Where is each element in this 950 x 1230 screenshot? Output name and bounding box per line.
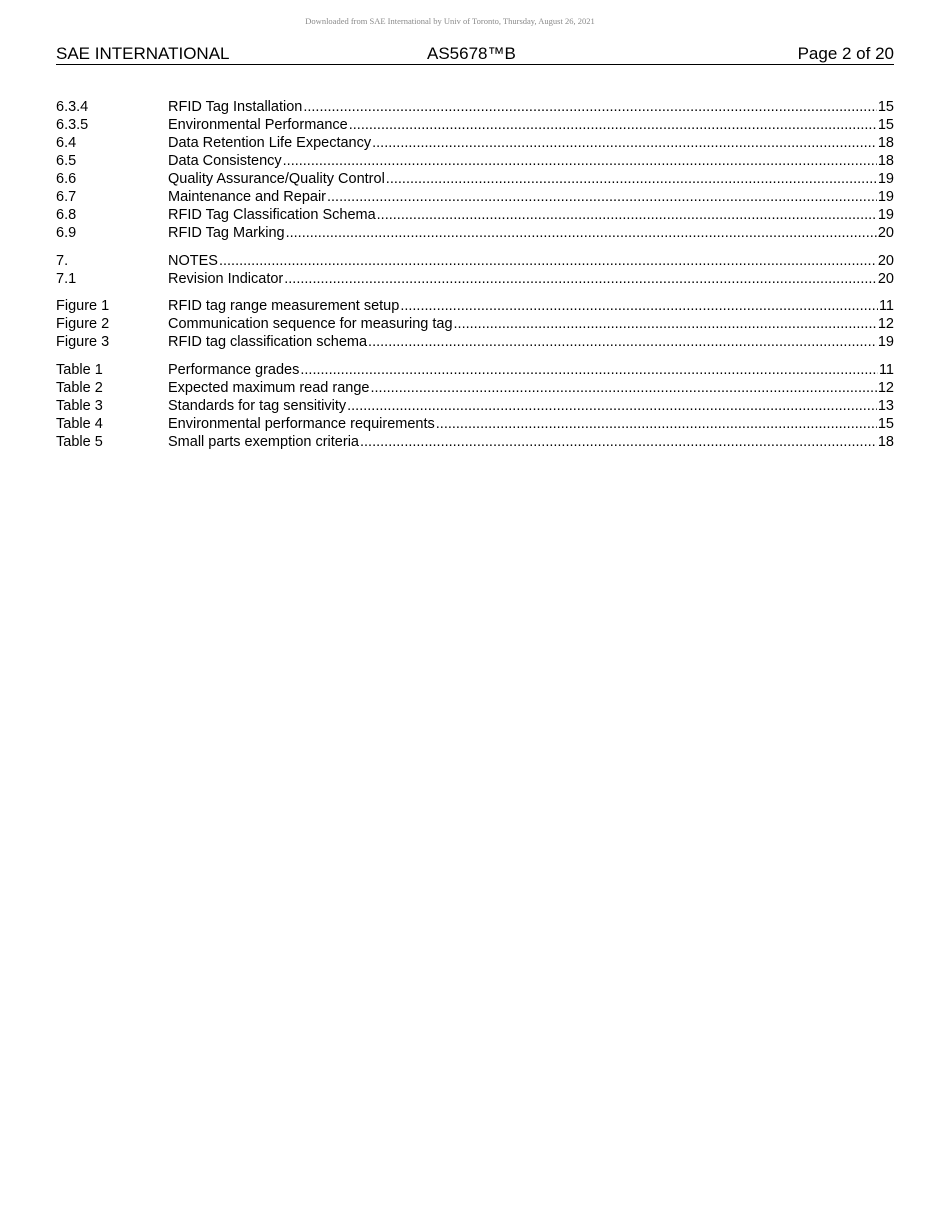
toc-entry[interactable] <box>56 415 894 433</box>
toc-entry-page: 20 <box>877 225 894 241</box>
toc-entry[interactable] <box>56 98 894 116</box>
toc-entry-title: RFID Tag Classification Schema <box>168 207 376 223</box>
toc-entry[interactable] <box>56 397 894 415</box>
toc-entry-title: Data Retention Life Expectancy <box>168 135 372 151</box>
toc-entry-page: 11 <box>878 298 894 314</box>
dot-leader <box>347 397 877 415</box>
toc-entry-line <box>168 170 894 188</box>
toc-entry-number: 6.6 <box>56 171 77 187</box>
toc-entry[interactable] <box>56 333 894 351</box>
toc-entry-page: 18 <box>877 434 894 450</box>
header-organization: SAE INTERNATIONAL <box>56 44 230 63</box>
toc-entry-number: Figure 1 <box>56 298 110 314</box>
toc-entry-line <box>168 252 894 270</box>
download-watermark: Downloaded from SAE International by Univ of Toronto, Thursday, August 26, 2021 <box>305 16 595 26</box>
toc-entry-number: Table 3 <box>56 398 103 414</box>
toc-entry-number: 6.3.5 <box>56 117 89 133</box>
toc-entry[interactable] <box>56 379 894 397</box>
toc-entry-line <box>168 315 894 333</box>
toc-entry-page: 19 <box>877 334 894 350</box>
toc-entry-page: 11 <box>878 362 894 378</box>
toc-entry[interactable] <box>56 252 894 270</box>
dot-leader <box>368 333 877 351</box>
dot-leader <box>454 315 877 333</box>
toc-entry-line <box>168 270 894 288</box>
toc-entry-title: Environmental performance requirements <box>168 416 435 432</box>
toc-entry-line <box>168 152 894 170</box>
toc-entry-page: 13 <box>877 398 894 414</box>
toc-entry[interactable] <box>56 433 894 451</box>
header-page-number: Page 2 of 20 <box>797 44 894 63</box>
toc-entry-line <box>168 224 894 242</box>
toc-entry[interactable] <box>56 188 894 206</box>
toc-entry-page: 15 <box>877 99 894 115</box>
toc-entry[interactable] <box>56 297 894 315</box>
toc-entry[interactable] <box>56 134 894 152</box>
toc-entry-page: 19 <box>877 207 894 223</box>
toc-entry-number: Table 2 <box>56 380 103 396</box>
dot-leader <box>349 116 877 134</box>
toc-entry-line <box>168 116 894 134</box>
dot-leader <box>386 170 877 188</box>
toc-entry-line <box>168 433 894 451</box>
toc-entry-title: Standards for tag sensitivity <box>168 398 347 414</box>
header-document-number: AS5678™B <box>427 44 516 63</box>
toc-group <box>56 297 894 351</box>
toc-entry[interactable] <box>56 152 894 170</box>
dot-leader <box>371 379 877 397</box>
dot-leader <box>372 134 877 152</box>
toc-entry-number: 7.1 <box>56 271 77 287</box>
toc-entry-title: RFID tag range measurement setup <box>168 298 400 314</box>
toc-entry[interactable] <box>56 361 894 379</box>
toc-entry-title: Maintenance and Repair <box>168 189 326 205</box>
toc-entry-number: Table 5 <box>56 434 103 450</box>
toc-entry-page: 15 <box>877 416 894 432</box>
toc-entry-number: 6.3.4 <box>56 99 89 115</box>
page-header <box>56 44 894 65</box>
toc-entry[interactable] <box>56 206 894 224</box>
dot-leader <box>436 415 877 433</box>
toc-entry[interactable] <box>56 270 894 288</box>
toc-entry-number: Table 4 <box>56 416 103 432</box>
toc-entry-title: Expected maximum read range <box>168 380 370 396</box>
toc-entry-page: 19 <box>877 189 894 205</box>
toc-entry-page: 12 <box>877 316 894 332</box>
dot-leader <box>219 252 877 270</box>
dot-leader <box>360 433 877 451</box>
dot-leader <box>283 152 877 170</box>
toc-entry-page: 19 <box>877 171 894 187</box>
toc-entry-title: Small parts exemption criteria <box>168 434 359 450</box>
toc-entry[interactable] <box>56 116 894 134</box>
toc-entry-line <box>168 361 894 379</box>
toc-entry-page: 18 <box>877 153 894 169</box>
toc-entry-title: RFID Tag Installation <box>168 99 303 115</box>
toc-entry-title: Environmental Performance <box>168 117 348 133</box>
dot-leader <box>400 297 878 315</box>
toc-group <box>56 98 894 242</box>
toc-entry-line <box>168 297 894 315</box>
toc-entry-line <box>168 98 894 116</box>
toc-entry-number: 6.9 <box>56 225 77 241</box>
toc-entry[interactable] <box>56 315 894 333</box>
toc-entry-page: 20 <box>877 271 894 287</box>
toc-entry-line <box>168 333 894 351</box>
toc-entry-line <box>168 188 894 206</box>
toc-entry-number: 6.5 <box>56 153 77 169</box>
toc-group <box>56 361 894 451</box>
toc-entry-number: 7. <box>56 253 69 269</box>
toc-entry-number: 6.4 <box>56 135 77 151</box>
dot-leader <box>327 188 877 206</box>
toc-entry[interactable] <box>56 224 894 242</box>
dot-leader <box>286 224 877 242</box>
toc-entry-title: Quality Assurance/Quality Control <box>168 171 385 187</box>
toc-entry-page: 15 <box>877 117 894 133</box>
table-of-contents <box>56 98 894 461</box>
toc-entry-number: Figure 2 <box>56 316 110 332</box>
toc-entry-line <box>168 415 894 433</box>
toc-entry-line <box>168 379 894 397</box>
toc-entry-title: Communication sequence for measuring tag <box>168 316 453 332</box>
toc-entry-page: 20 <box>877 253 894 269</box>
toc-entry-page: 12 <box>877 380 894 396</box>
toc-entry-title: NOTES <box>168 253 218 269</box>
toc-entry-line <box>168 397 894 415</box>
toc-entry-title: RFID tag classification schema <box>168 334 368 350</box>
toc-entry-page: 18 <box>877 135 894 151</box>
dot-leader <box>303 98 877 116</box>
toc-entry[interactable] <box>56 170 894 188</box>
dot-leader <box>300 361 878 379</box>
toc-entry-number: 6.7 <box>56 189 77 205</box>
toc-entry-line <box>168 206 894 224</box>
toc-entry-title: RFID Tag Marking <box>168 225 285 241</box>
toc-entry-title: Data Consistency <box>168 153 282 169</box>
dot-leader <box>377 206 877 224</box>
dot-leader <box>284 270 877 288</box>
toc-entry-number: 6.8 <box>56 207 77 223</box>
toc-group <box>56 252 894 288</box>
toc-entry-line <box>168 134 894 152</box>
toc-entry-number: Table 1 <box>56 362 103 378</box>
toc-entry-title: Revision Indicator <box>168 271 284 287</box>
toc-entry-title: Performance grades <box>168 362 300 378</box>
toc-entry-number: Figure 3 <box>56 334 110 350</box>
